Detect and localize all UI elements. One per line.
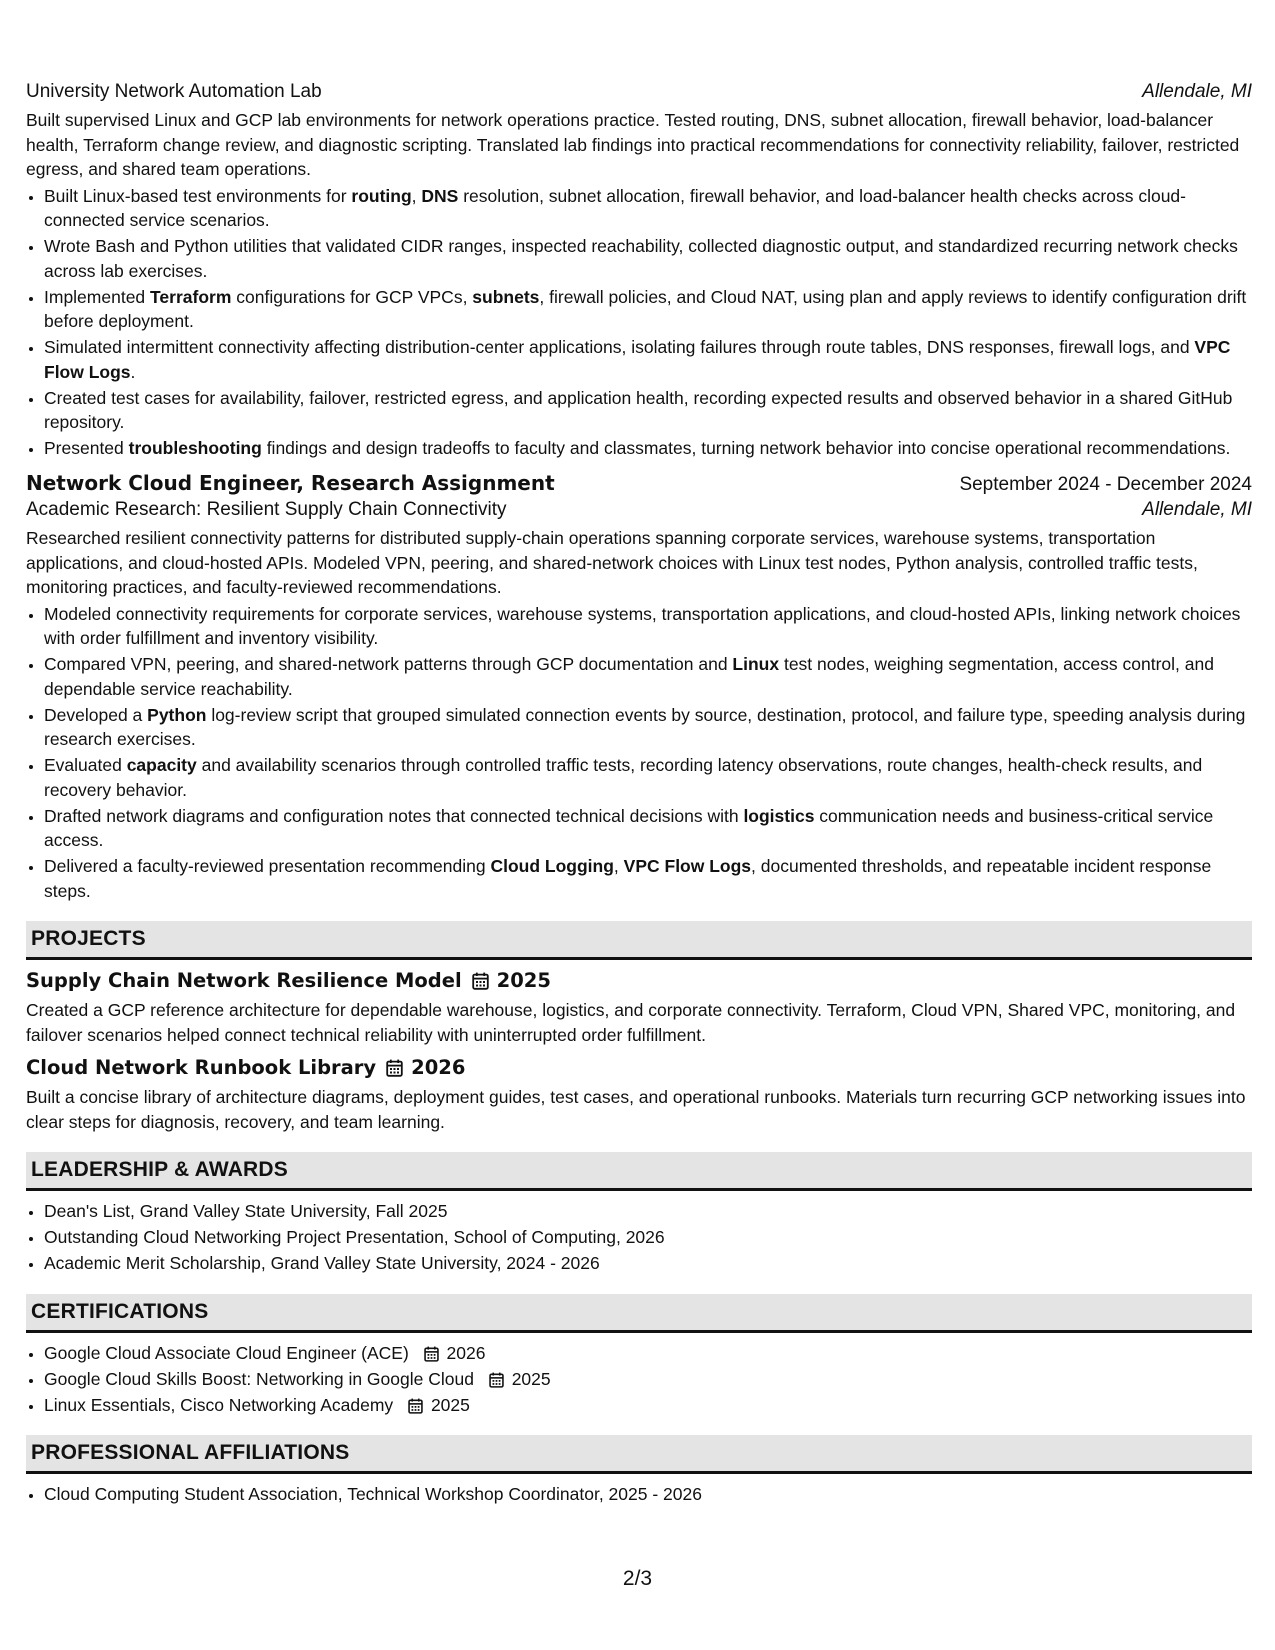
- calendar-icon: [386, 1059, 403, 1077]
- bullet-text: Evaluated: [44, 755, 127, 775]
- date-range: September 2024 - December 2024: [959, 474, 1252, 495]
- project-title: Cloud Network Runbook Library: [26, 1056, 377, 1079]
- bullet-item: [44, 184, 1252, 233]
- bullet-text: test nodes, weighing segmentation, access control, and dependable service reachability.: [44, 654, 1214, 699]
- project-year: 2026: [411, 1056, 466, 1079]
- bullet-item: [44, 652, 1252, 701]
- bullet-text: communication needs and business-critical service access.: [44, 805, 1214, 850]
- certification-year: 2025: [430, 1394, 470, 1415]
- experience-header: [26, 498, 1252, 522]
- section-title: CERTIFICATIONS: [31, 1299, 209, 1323]
- certification-name: Linux Essentials, Cisco Networking Academy: [44, 1394, 394, 1415]
- section-title: PROJECTS: [31, 927, 146, 950]
- project-year: 2025: [496, 969, 551, 992]
- bullet-text: .: [130, 361, 136, 382]
- section-heading-certifications: [26, 1294, 1252, 1333]
- leadership-list: [26, 1199, 1252, 1276]
- bullet-item: [44, 386, 1252, 435]
- bullet-item: [44, 234, 1252, 283]
- calendar-icon: [472, 972, 489, 990]
- bullet-item: [44, 602, 1252, 651]
- bullet-text: Developed a: [44, 704, 148, 725]
- certification-name: Google Cloud Skills Boost: Networking in Google Cloud: [44, 1368, 474, 1389]
- affiliation-list: [26, 1482, 1252, 1507]
- project-description: Created a GCP reference architecture for dependable warehouse, logistics, and corporate connectivity. Terraform, Cloud VPN, Shared VPC, monitoring, and failover scenarios helped connect technical reliability with uninterrupted order fulfillment.: [26, 1000, 1236, 1045]
- bold-keyword: DNS: [421, 185, 459, 206]
- bullet-text: Wrote Bash and Python utilities that validated CIDR ranges, inspected reachability, collected diagnostic output, and standardized recurring network checks across lab exercises.: [44, 236, 1238, 281]
- bold-keyword: VPC Flow Logs: [44, 337, 1231, 382]
- bullet-text: Implemented: [44, 286, 151, 307]
- experience-bullets: [26, 184, 1252, 461]
- calendar-icon: [424, 1346, 439, 1362]
- bold-keyword: Cloud Logging: [490, 856, 614, 876]
- bullet-text: ,: [411, 185, 422, 206]
- experience-summary: Researched resilient connectivity patterns for distributed supply-chain operations spanning corporate services, warehouse systems, transportation applications, and cloud-hosted APIs. Modeled VPN, peering, and shared-network choices with Linux test nodes, Python analysis, controlled traffic tests, monitoring practices, and faculty-reviewed recommendations.: [26, 528, 1198, 597]
- list-item: • Cloud Computing Student Association, Technical Workshop Coordinator, 2025 - 2026: [44, 1482, 1252, 1507]
- job-title: Network Cloud Engineer, Research Assignment: [26, 471, 555, 495]
- list-item: • Academic Merit Scholarship, Grand Valley State University, 2024 - 2026: [44, 1251, 1252, 1276]
- bullet-text: ,: [613, 856, 624, 876]
- bold-keyword: logistics: [743, 805, 815, 826]
- bullet-text: Presented: [44, 438, 129, 458]
- bullet-item: [44, 854, 1252, 903]
- bullet-item: [44, 285, 1252, 334]
- role-header: [26, 470, 1252, 498]
- bold-keyword: Terraform: [150, 286, 232, 307]
- bullet-text: Built Linux-based test environments for: [44, 185, 352, 206]
- bullet-text: log-review script that grouped simulated connection events by source, destination, protocol, and failure type, speeding analysis during research exercises.: [44, 704, 1246, 749]
- bold-keyword: troubleshooting: [128, 438, 262, 458]
- bullet-item: [44, 804, 1252, 853]
- list-item: [44, 1393, 1252, 1418]
- bullet-text: resolution, subnet allocation, firewall behavior, and load-balancer health checks across cloud-connected service scenarios.: [44, 185, 1186, 230]
- certification-name: Google Cloud Associate Cloud Engineer (ACE): [44, 1342, 409, 1363]
- project-description: Built a concise library of architecture diagrams, deployment guides, test cases, and operational runbooks. Materials turn recurring GCP networking issues into clear steps for diagnosis, recovery, and team learning.: [26, 1087, 1246, 1132]
- bullet-text: configurations for GCP VPCs,: [231, 286, 473, 307]
- location: Allendale, MI: [1142, 81, 1252, 102]
- certification-year: 2025: [511, 1368, 551, 1389]
- bullet-text: Modeled connectivity requirements for corporate services, warehouse systems, transportation applications, and cloud-hosted APIs, linking network choices with order fulfillment and inventory visibility.: [44, 603, 1241, 648]
- calendar-icon: [489, 1372, 504, 1388]
- list-item: • Outstanding Cloud Networking Project Presentation, School of Computing, 2026: [44, 1225, 1252, 1250]
- section-heading-leadership: [26, 1152, 1252, 1191]
- bullet-item: [44, 703, 1252, 752]
- section-heading-affiliations: [26, 1435, 1252, 1474]
- bullet-text: Drafted network diagrams and configuration notes that connected technical decisions with: [44, 805, 744, 826]
- bold-keyword: routing: [351, 185, 412, 206]
- list-item: • Dean's List, Grand Valley State University, Fall 2025: [44, 1199, 1252, 1224]
- organization: Academic Research: Resilient Supply Chain Connectivity: [26, 499, 507, 520]
- bullet-text: and availability scenarios through controlled traffic tests, recording latency observations, route changes, health-check results, and recovery behavior.: [44, 755, 1203, 800]
- bullet-item: [44, 335, 1252, 384]
- bullet-text: Delivered a faculty-reviewed presentation recommending: [44, 856, 491, 876]
- bold-keyword: capacity: [126, 755, 197, 775]
- organization: University Network Automation Lab: [26, 81, 322, 102]
- page-number: 2/3: [622, 1567, 653, 1590]
- bullet-text: Simulated intermittent connectivity affecting distribution-center applications, isolating failures through route tables, DNS responses, firewall logs, and: [44, 337, 1195, 357]
- section-heading-projects: [26, 921, 1252, 960]
- bullet-text: , documented thresholds, and repeatable incident response steps.: [44, 856, 1212, 901]
- bullet-text: Created test cases for availability, failover, restricted egress, and application health, recording expected results and observed behavior in a shared GitHub repository.: [44, 387, 1233, 432]
- experience-header: [26, 80, 1252, 104]
- section-title: LEADERSHIP & AWARDS: [31, 1158, 288, 1181]
- section-title: PROFESSIONAL AFFILIATIONS: [31, 1441, 350, 1464]
- certification-year: 2026: [446, 1342, 486, 1363]
- bold-keyword: VPC Flow Logs: [623, 856, 752, 876]
- project-entry: [26, 1055, 1252, 1134]
- resume-page: [26, 80, 1252, 1508]
- bullet-text: findings and design tradeoffs to faculty and classmates, turning network behavior into concise operational recommendations.: [261, 438, 1231, 458]
- list-item: [44, 1367, 1252, 1392]
- location: Allendale, MI: [1142, 499, 1252, 520]
- certification-list: [26, 1341, 1252, 1418]
- bold-keyword: Linux: [732, 654, 780, 674]
- bullet-item: [44, 436, 1252, 461]
- bullet-text: Compared VPN, peering, and shared-network patterns through GCP documentation and: [44, 654, 733, 674]
- experience-summary: Built supervised Linux and GCP lab environments for network operations practice. Tested routing, DNS, subnet allocation, firewall behavior, load-balancer health, Terraform change review, and diagnostic scripting. Translated lab findings into practical recommendations for connectivity reliability, failover, restricted egress, and shared team operations.: [26, 110, 1240, 179]
- project-entry: [26, 968, 1252, 1047]
- list-item: [44, 1341, 1252, 1366]
- bullet-item: [44, 753, 1252, 802]
- bold-keyword: subnets: [472, 286, 540, 307]
- bullet-text: , firewall policies, and Cloud NAT, using plan and apply reviews to identify configuration drift before deployment.: [44, 286, 1247, 331]
- project-title: Supply Chain Network Resilience Model: [26, 969, 462, 992]
- experience-bullets: [26, 602, 1252, 904]
- calendar-icon: [408, 1398, 423, 1414]
- bold-keyword: Python: [147, 704, 207, 725]
